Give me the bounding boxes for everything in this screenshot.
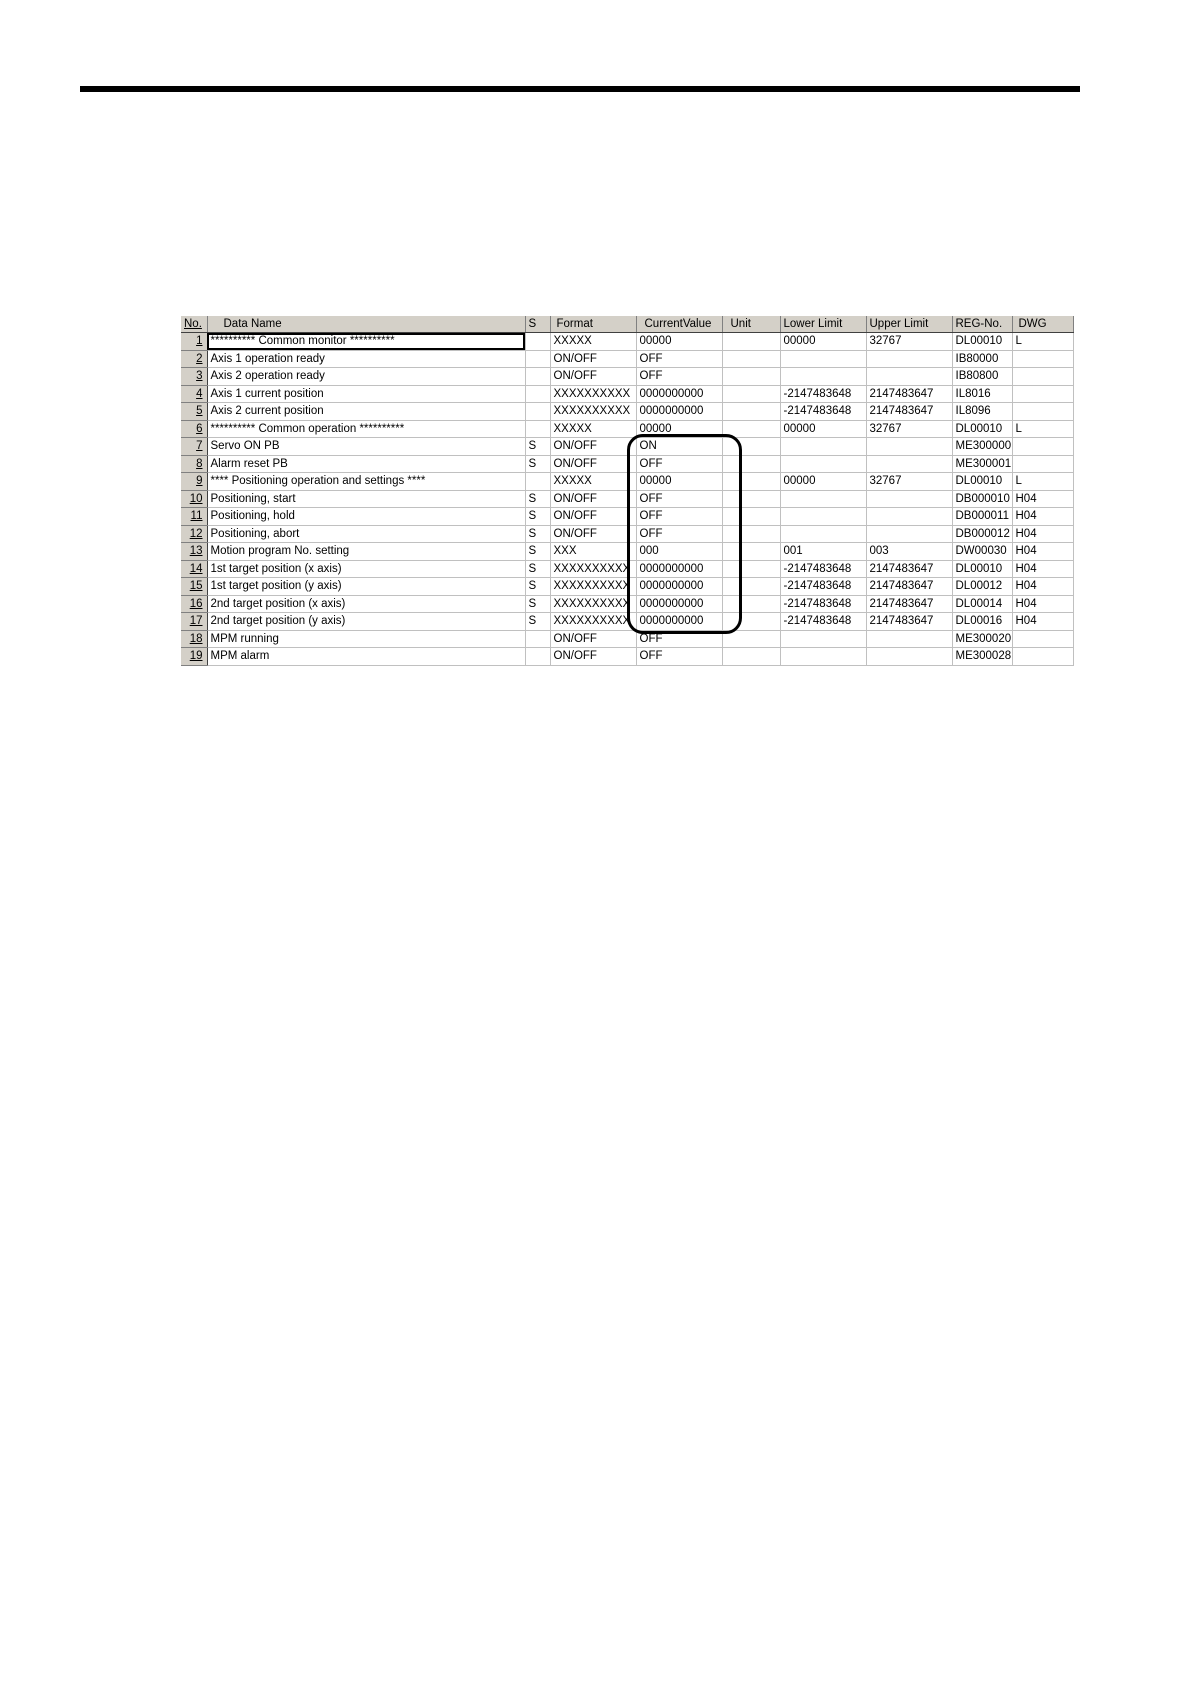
cell-upper-limit[interactable] [866, 350, 952, 368]
cell-s[interactable]: S [525, 595, 550, 613]
cell-data-name[interactable]: Motion program No. setting [207, 543, 525, 561]
cell-reg-no[interactable]: IL8096 [952, 403, 1012, 421]
table-row[interactable] [181, 438, 1073, 456]
row-number[interactable]: 4 [181, 385, 207, 403]
cell-data-name[interactable]: **** Positioning operation and settings **** [207, 473, 525, 491]
register-list-grid [181, 316, 1073, 666]
cell-dwg[interactable] [1012, 648, 1073, 666]
cell-reg-no[interactable]: DL00010 [952, 333, 1012, 351]
row-number[interactable]: 16 [181, 595, 207, 613]
row-number[interactable]: 19 [181, 648, 207, 666]
cell-dwg[interactable] [1012, 368, 1073, 386]
col-header-unit[interactable]: Unit [722, 316, 780, 333]
table-row[interactable] [181, 455, 1073, 473]
table-row[interactable] [181, 473, 1073, 491]
cell-data-name[interactable]: Positioning, hold [207, 508, 525, 526]
cell-s[interactable] [525, 473, 550, 491]
header-row [181, 316, 1073, 333]
cell-s[interactable]: S [525, 508, 550, 526]
cell-reg-no[interactable]: DB000011 [952, 508, 1012, 526]
col-header-reg-no[interactable]: REG-No. [952, 316, 1012, 333]
row-number[interactable]: 7 [181, 438, 207, 456]
cell-data-name[interactable]: Positioning, start [207, 490, 525, 508]
table-row[interactable] [181, 543, 1073, 561]
cell-format[interactable]: ON/OFF [550, 490, 636, 508]
cell-dwg[interactable] [1012, 350, 1073, 368]
cell-upper-limit[interactable]: 32767 [866, 420, 952, 438]
table-row[interactable] [181, 403, 1073, 421]
cell-data-name[interactable]: 1st target position (y axis) [207, 578, 525, 596]
cell-unit[interactable] [722, 648, 780, 666]
cell-data-name[interactable]: Axis 2 current position [207, 403, 525, 421]
cell-current-value[interactable]: 0000000000 [636, 613, 722, 631]
cell-dwg[interactable] [1012, 403, 1073, 421]
cell-unit[interactable] [722, 490, 780, 508]
cell-s[interactable] [525, 420, 550, 438]
cell-reg-no[interactable]: DL00012 [952, 578, 1012, 596]
cell-upper-limit[interactable] [866, 630, 952, 648]
row-number[interactable]: 2 [181, 350, 207, 368]
cell-lower-limit[interactable]: 00000 [780, 333, 866, 351]
col-header-format[interactable]: Format [550, 316, 636, 333]
cell-upper-limit[interactable]: 32767 [866, 473, 952, 491]
row-number[interactable]: 6 [181, 420, 207, 438]
cell-reg-no[interactable]: DB000012 [952, 525, 1012, 543]
cell-unit[interactable] [722, 455, 780, 473]
cell-reg-no[interactable]: DL00010 [952, 560, 1012, 578]
top-rule [80, 86, 1080, 92]
cell-data-name[interactable]: ********** Common monitor ********** [207, 333, 525, 351]
cell-current-value[interactable]: OFF [636, 368, 722, 386]
cell-unit[interactable] [722, 543, 780, 561]
cell-dwg[interactable]: H04 [1012, 543, 1073, 561]
cell-format[interactable]: ON/OFF [550, 438, 636, 456]
cell-current-value[interactable]: OFF [636, 508, 722, 526]
cell-dwg[interactable]: L [1012, 420, 1073, 438]
cell-s[interactable] [525, 368, 550, 386]
cell-data-name[interactable]: Axis 1 operation ready [207, 350, 525, 368]
cell-dwg[interactable]: H04 [1012, 578, 1073, 596]
cell-unit[interactable] [722, 595, 780, 613]
cell-current-value[interactable]: 0000000000 [636, 403, 722, 421]
cell-reg-no[interactable]: DL00010 [952, 420, 1012, 438]
cell-lower-limit[interactable]: 001 [780, 543, 866, 561]
cell-format[interactable]: ON/OFF [550, 368, 636, 386]
cell-format[interactable]: ON/OFF [550, 508, 636, 526]
cell-current-value[interactable]: 0000000000 [636, 385, 722, 403]
cell-upper-limit[interactable]: 2147483647 [866, 403, 952, 421]
cell-format[interactable]: ON/OFF [550, 630, 636, 648]
cell-format[interactable]: XXXXX [550, 473, 636, 491]
cell-upper-limit[interactable]: 2147483647 [866, 560, 952, 578]
cell-current-value[interactable]: 00000 [636, 333, 722, 351]
cell-lower-limit[interactable] [780, 525, 866, 543]
cell-reg-no[interactable]: DB000010 [952, 490, 1012, 508]
row-number[interactable]: 18 [181, 630, 207, 648]
cell-data-name[interactable]: Positioning, abort [207, 525, 525, 543]
cell-reg-no[interactable]: DL00014 [952, 595, 1012, 613]
cell-unit[interactable] [722, 368, 780, 386]
cell-current-value[interactable]: OFF [636, 490, 722, 508]
cell-reg-no[interactable]: IB80000 [952, 350, 1012, 368]
cell-unit[interactable] [722, 473, 780, 491]
cell-format[interactable]: XXXXXXXXXX [550, 403, 636, 421]
cell-format[interactable]: ON/OFF [550, 525, 636, 543]
col-header-upper-limit[interactable]: Upper Limit [866, 316, 952, 333]
cell-unit[interactable] [722, 630, 780, 648]
col-header-no[interactable]: No. [181, 316, 207, 333]
cell-format[interactable]: XXX [550, 543, 636, 561]
cell-lower-limit[interactable] [780, 350, 866, 368]
cell-unit[interactable] [722, 525, 780, 543]
table-row[interactable] [181, 613, 1073, 631]
cell-data-name[interactable]: MPM alarm [207, 648, 525, 666]
cell-reg-no[interactable]: ME300028 [952, 648, 1012, 666]
cell-data-name[interactable]: 1st target position (x axis) [207, 560, 525, 578]
cell-upper-limit[interactable] [866, 368, 952, 386]
cell-dwg[interactable] [1012, 630, 1073, 648]
cell-upper-limit[interactable] [866, 438, 952, 456]
cell-upper-limit[interactable]: 2147483647 [866, 595, 952, 613]
cell-upper-limit[interactable]: 32767 [866, 333, 952, 351]
table-row[interactable] [181, 490, 1073, 508]
cell-unit[interactable] [722, 385, 780, 403]
table-row[interactable] [181, 385, 1073, 403]
cell-data-name[interactable]: MPM running [207, 630, 525, 648]
cell-lower-limit[interactable]: 00000 [780, 420, 866, 438]
col-header-data-name[interactable]: Data Name [207, 316, 525, 333]
row-number[interactable]: 3 [181, 368, 207, 386]
cell-current-value[interactable]: 0000000000 [636, 560, 722, 578]
cell-reg-no[interactable]: DL00016 [952, 613, 1012, 631]
cell-data-name[interactable]: ********** Common operation ********** [207, 420, 525, 438]
cell-data-name[interactable]: Servo ON PB [207, 438, 525, 456]
table-row[interactable] [181, 578, 1073, 596]
cell-unit[interactable] [722, 420, 780, 438]
cell-format[interactable]: XXXXXXXXXX [550, 385, 636, 403]
row-number[interactable]: 9 [181, 473, 207, 491]
cell-lower-limit[interactable]: -2147483648 [780, 385, 866, 403]
table-row[interactable] [181, 508, 1073, 526]
row-number[interactable]: 15 [181, 578, 207, 596]
cell-format[interactable]: XXXXXXXXXX [550, 595, 636, 613]
cell-s[interactable] [525, 333, 550, 351]
cell-data-name[interactable]: 2nd target position (y axis) [207, 613, 525, 631]
cell-s[interactable] [525, 385, 550, 403]
cell-format[interactable]: ON/OFF [550, 648, 636, 666]
cell-s[interactable]: S [525, 578, 550, 596]
cell-format[interactable]: XXXXX [550, 420, 636, 438]
cell-current-value[interactable]: OFF [636, 525, 722, 543]
row-number[interactable]: 17 [181, 613, 207, 631]
cell-data-name[interactable]: Axis 1 current position [207, 385, 525, 403]
cell-format[interactable]: XXXXX [550, 333, 636, 351]
cell-lower-limit[interactable] [780, 630, 866, 648]
col-header-current-value[interactable]: CurrentValue [636, 316, 722, 333]
row-number[interactable]: 13 [181, 543, 207, 561]
cell-s[interactable]: S [525, 438, 550, 456]
cell-lower-limit[interactable]: -2147483648 [780, 578, 866, 596]
cell-unit[interactable] [722, 333, 780, 351]
row-number[interactable]: 11 [181, 508, 207, 526]
cell-dwg[interactable]: H04 [1012, 508, 1073, 526]
cell-current-value[interactable]: 0000000000 [636, 595, 722, 613]
cell-unit[interactable] [722, 560, 780, 578]
cell-unit[interactable] [722, 438, 780, 456]
cell-s[interactable] [525, 648, 550, 666]
cell-format[interactable]: ON/OFF [550, 455, 636, 473]
cell-format[interactable]: XXXXXXXXXX [550, 613, 636, 631]
row-number[interactable]: 10 [181, 490, 207, 508]
cell-dwg[interactable]: H04 [1012, 490, 1073, 508]
cell-format[interactable]: XXXXXXXXXX [550, 560, 636, 578]
cell-upper-limit[interactable] [866, 525, 952, 543]
cell-lower-limit[interactable] [780, 508, 866, 526]
cell-s[interactable]: S [525, 490, 550, 508]
cell-format[interactable]: ON/OFF [550, 350, 636, 368]
cell-lower-limit[interactable] [780, 438, 866, 456]
cell-reg-no[interactable]: DL00010 [952, 473, 1012, 491]
row-number[interactable]: 8 [181, 455, 207, 473]
cell-unit[interactable] [722, 403, 780, 421]
cell-current-value[interactable]: ON [636, 438, 722, 456]
cell-lower-limit[interactable] [780, 368, 866, 386]
cell-lower-limit[interactable] [780, 648, 866, 666]
cell-s[interactable]: S [525, 525, 550, 543]
cell-s[interactable] [525, 403, 550, 421]
table-row[interactable] [181, 420, 1073, 438]
cell-reg-no[interactable]: ME300020 [952, 630, 1012, 648]
cell-current-value[interactable]: 0000000000 [636, 578, 722, 596]
cell-lower-limit[interactable]: -2147483648 [780, 403, 866, 421]
table-row[interactable] [181, 350, 1073, 368]
cell-dwg[interactable]: H04 [1012, 613, 1073, 631]
row-number[interactable]: 12 [181, 525, 207, 543]
col-header-dwg[interactable]: DWG [1012, 316, 1073, 333]
cell-s[interactable]: S [525, 455, 550, 473]
cell-lower-limit[interactable] [780, 455, 866, 473]
cell-upper-limit[interactable]: 003 [866, 543, 952, 561]
cell-unit[interactable] [722, 508, 780, 526]
cell-s[interactable]: S [525, 543, 550, 561]
cell-format[interactable]: XXXXXXXXXX [550, 578, 636, 596]
row-number[interactable]: 5 [181, 403, 207, 421]
cell-dwg[interactable]: H04 [1012, 595, 1073, 613]
cell-dwg[interactable] [1012, 385, 1073, 403]
col-header-s[interactable]: S [525, 316, 550, 333]
register-table [181, 316, 1074, 666]
cell-upper-limit[interactable]: 2147483647 [866, 385, 952, 403]
cell-unit[interactable] [722, 350, 780, 368]
cell-s[interactable]: S [525, 613, 550, 631]
cell-current-value[interactable]: 000 [636, 543, 722, 561]
cell-lower-limit[interactable] [780, 490, 866, 508]
cell-upper-limit[interactable]: 2147483647 [866, 578, 952, 596]
table-row[interactable] [181, 630, 1073, 648]
cell-upper-limit[interactable] [866, 490, 952, 508]
cell-data-name[interactable]: Axis 2 operation ready [207, 368, 525, 386]
cell-reg-no[interactable]: ME300001 [952, 455, 1012, 473]
cell-upper-limit[interactable] [866, 508, 952, 526]
cell-dwg[interactable] [1012, 455, 1073, 473]
cell-lower-limit[interactable]: 00000 [780, 473, 866, 491]
cell-s[interactable]: S [525, 560, 550, 578]
cell-data-name[interactable]: 2nd target position (x axis) [207, 595, 525, 613]
table-row[interactable] [181, 333, 1073, 351]
cell-dwg[interactable]: L [1012, 473, 1073, 491]
cell-dwg[interactable] [1012, 438, 1073, 456]
cell-current-value[interactable]: OFF [636, 648, 722, 666]
cell-reg-no[interactable]: IB80800 [952, 368, 1012, 386]
cell-upper-limit[interactable] [866, 455, 952, 473]
cell-current-value[interactable]: OFF [636, 350, 722, 368]
cell-upper-limit[interactable] [866, 648, 952, 666]
cell-reg-no[interactable]: IL8016 [952, 385, 1012, 403]
cell-upper-limit[interactable]: 2147483647 [866, 613, 952, 631]
cell-unit[interactable] [722, 578, 780, 596]
cell-s[interactable] [525, 630, 550, 648]
cell-current-value[interactable]: 00000 [636, 420, 722, 438]
cell-dwg[interactable]: H04 [1012, 525, 1073, 543]
table-row[interactable] [181, 368, 1073, 386]
row-number[interactable]: 14 [181, 560, 207, 578]
col-header-lower-limit[interactable]: Lower Limit [780, 316, 866, 333]
cell-reg-no[interactable]: DW00030 [952, 543, 1012, 561]
cell-data-name[interactable]: Alarm reset PB [207, 455, 525, 473]
cell-lower-limit[interactable]: -2147483648 [780, 613, 866, 631]
cell-dwg[interactable]: H04 [1012, 560, 1073, 578]
table-row[interactable] [181, 525, 1073, 543]
row-number[interactable]: 1 [181, 333, 207, 351]
table-row[interactable] [181, 648, 1073, 666]
cell-unit[interactable] [722, 613, 780, 631]
cell-lower-limit[interactable]: -2147483648 [780, 560, 866, 578]
cell-current-value[interactable]: 00000 [636, 473, 722, 491]
cell-current-value[interactable]: OFF [636, 455, 722, 473]
cell-current-value[interactable]: OFF [636, 630, 722, 648]
table-row[interactable] [181, 560, 1073, 578]
cell-reg-no[interactable]: ME300000 [952, 438, 1012, 456]
table-row[interactable] [181, 595, 1073, 613]
cell-dwg[interactable]: L [1012, 333, 1073, 351]
cell-lower-limit[interactable]: -2147483648 [780, 595, 866, 613]
cell-s[interactable] [525, 350, 550, 368]
